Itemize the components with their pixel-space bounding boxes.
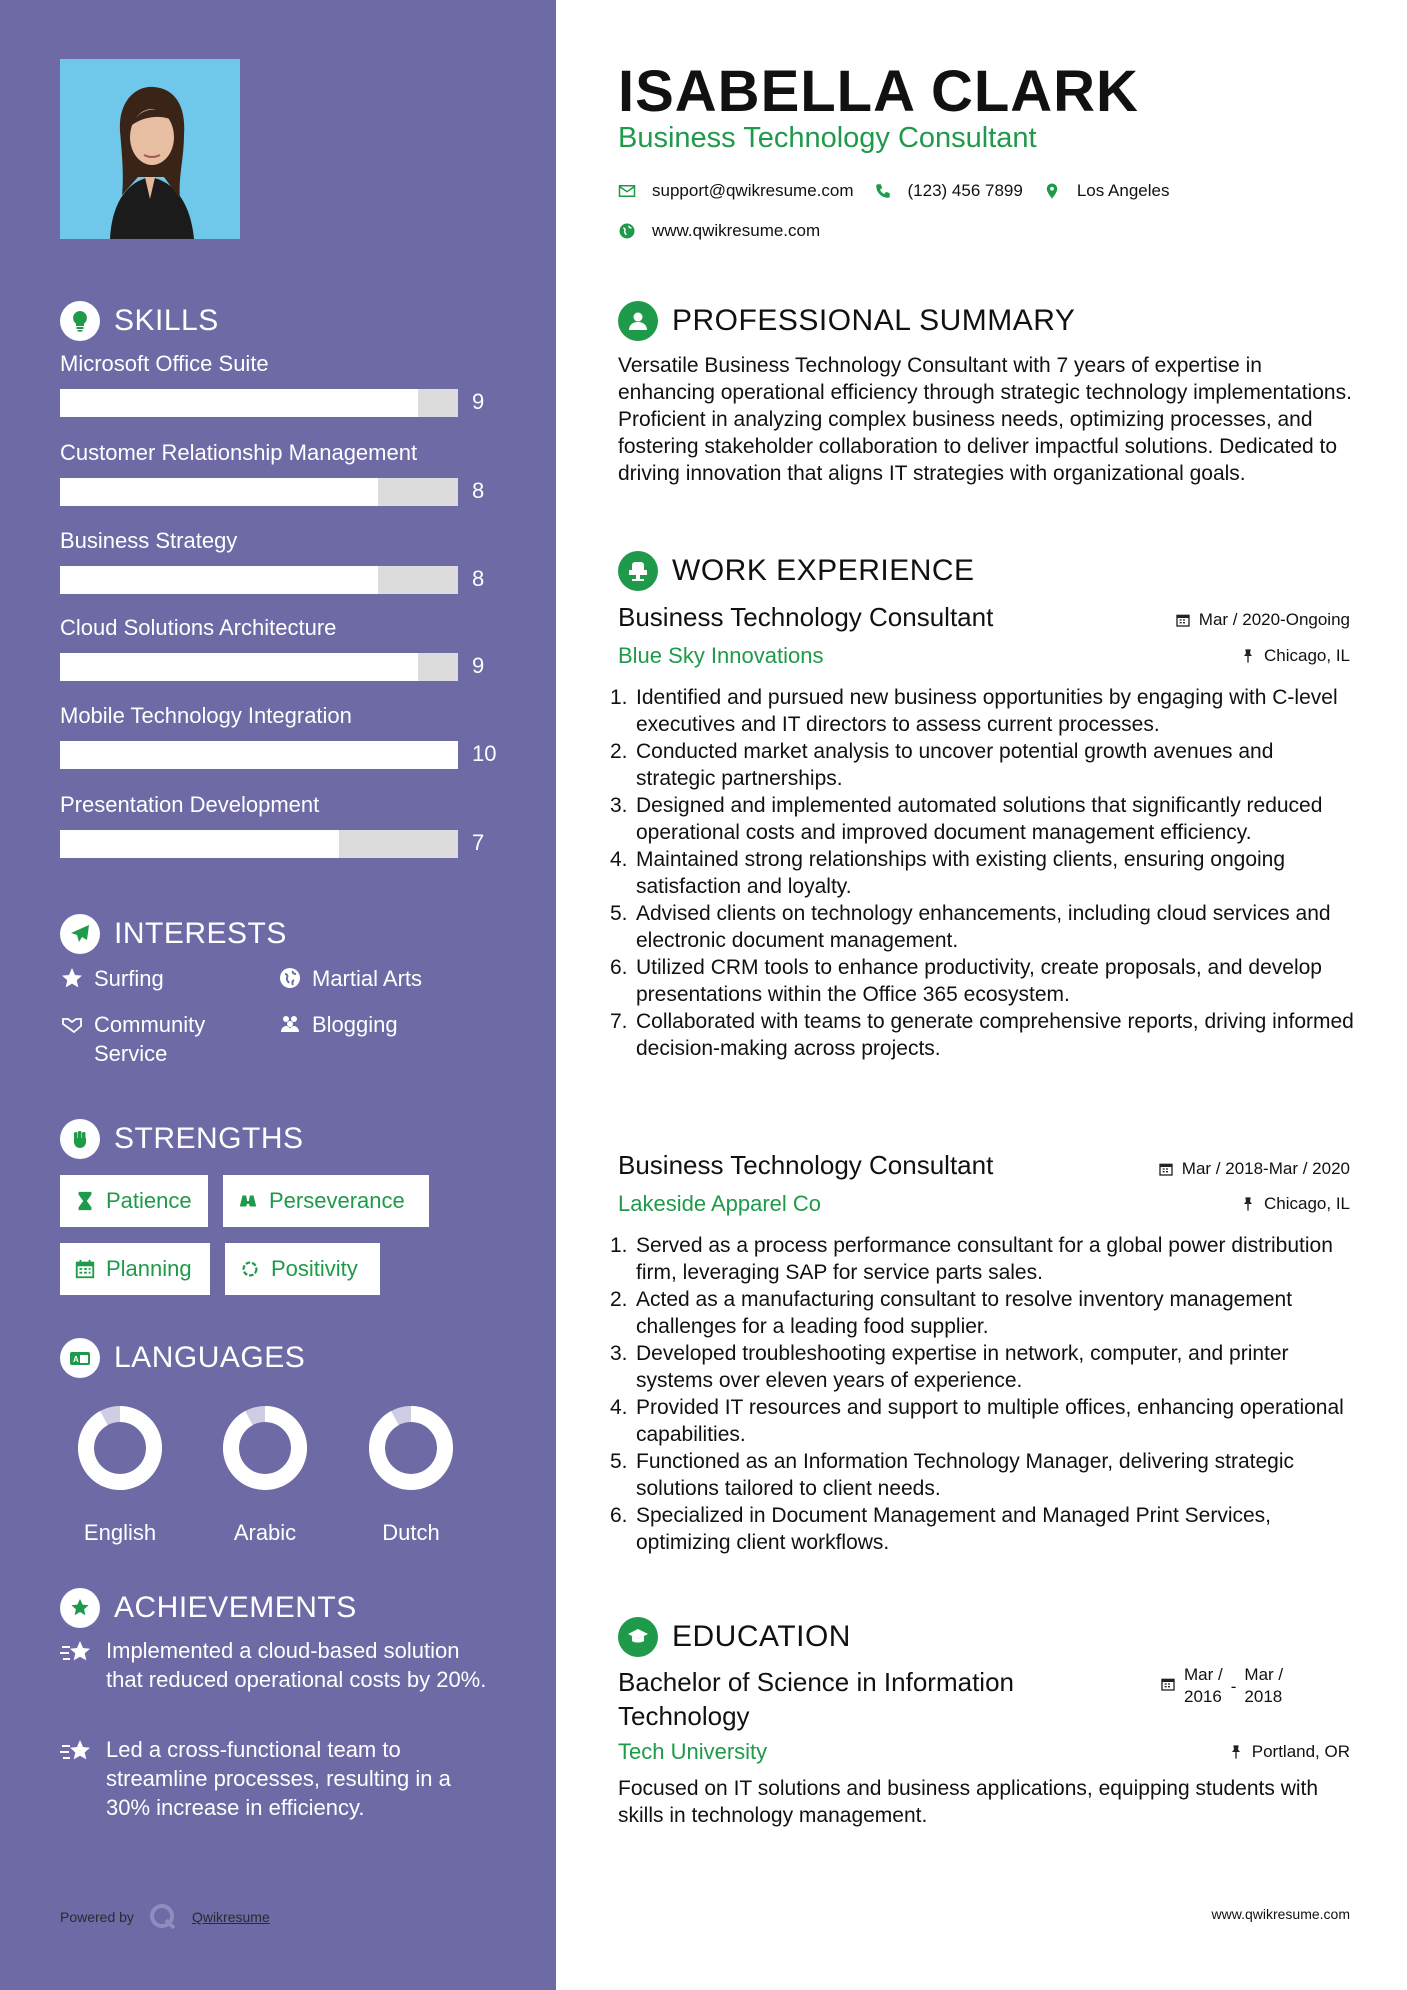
- interest-label: Community Service: [94, 1012, 206, 1066]
- handshake-icon: [60, 1012, 84, 1036]
- responsibility-text: Specialized in Document Management and Managed Print Services, optimizing client workflows.: [636, 1504, 1272, 1554]
- responsibility-item: [610, 1008, 1358, 1062]
- main-content: [556, 0, 1407, 1990]
- responsibility-item: [610, 1448, 1358, 1502]
- achievement-item: [60, 1636, 500, 1694]
- responsibility-item: [610, 846, 1358, 900]
- responsibility-item: [610, 900, 1358, 954]
- skill-value: 9: [472, 653, 485, 678]
- skill-value: 8: [472, 478, 485, 503]
- responsibility-item: [610, 1286, 1358, 1340]
- list-number: 6.: [610, 1504, 628, 1527]
- languages-title: LANGUAGES: [114, 1341, 306, 1374]
- responsibility-text: Provided IT resources and support to multiple offices, enhancing operational capabilities.: [636, 1396, 1344, 1446]
- responsibility-item: [610, 1232, 1358, 1286]
- skills-heading: [60, 301, 219, 341]
- phone-text: (123) 456 7899: [907, 181, 1023, 200]
- location-text: Los Angeles: [1076, 181, 1170, 200]
- job-dates-text: Mar / 2020-Ongoing: [1198, 610, 1350, 629]
- skill-value: 9: [472, 389, 485, 414]
- responsibility-text: Developed troubleshooting expertise in network, computer, and printer systems over eleven years of experience.: [636, 1342, 1289, 1392]
- globe-icon: [278, 966, 302, 990]
- skill-name: Mobile Technology Integration: [60, 703, 352, 728]
- language-label: English: [83, 1520, 157, 1545]
- language-item: [70, 1398, 170, 1546]
- skill-value: 7: [472, 830, 485, 855]
- list-number: 4.: [610, 1396, 628, 1419]
- map-pin-icon: [1043, 182, 1061, 200]
- languages-heading: [60, 1338, 305, 1378]
- strength-label: Perseverance: [269, 1188, 405, 1213]
- skill-name: Presentation Development: [60, 792, 320, 817]
- degree-line-2: Technology: [618, 1701, 750, 1731]
- interest-label: Blogging: [312, 1012, 398, 1037]
- education-location: [1228, 1742, 1350, 1762]
- svg-text:A: A: [73, 1355, 80, 1364]
- pushpin-icon: [1240, 1196, 1256, 1212]
- powered-by-label: Powered by: [60, 1909, 134, 1925]
- contact-location: [1043, 181, 1170, 201]
- language-level-arc: [231, 1414, 299, 1482]
- list-number: 5.: [610, 902, 628, 925]
- users-icon: [278, 1012, 302, 1036]
- skill-bar: [60, 830, 458, 858]
- skill-bar: [60, 566, 458, 594]
- responsibility-text: Functioned as an Information Technology Manager, delivering strategic solutions tailored to client needs.: [636, 1450, 1295, 1500]
- lightbulb-icon: [60, 301, 100, 341]
- responsibility-item: [610, 684, 1358, 738]
- strength-badge: [60, 1175, 208, 1227]
- responsibility-text: Acted as a manufacturing consultant to resolve inventory management challenges for a leading food supplier.: [636, 1288, 1293, 1338]
- edu-start: Mar / 2016: [1184, 1665, 1223, 1706]
- job-location: [1240, 646, 1350, 666]
- job-dates-text: Mar / 2018-Mar / 2020: [1181, 1159, 1350, 1178]
- job-dates: [1175, 610, 1350, 630]
- skills-title: SKILLS: [114, 304, 219, 337]
- skill-bar-fill: [60, 741, 458, 769]
- skill-name: Cloud Solutions Architecture: [60, 615, 337, 640]
- globe-icon: [618, 222, 636, 240]
- skill-bar-fill: [60, 478, 378, 506]
- fist-icon: [60, 1119, 100, 1159]
- contact-email[interactable]: [618, 181, 854, 201]
- skill-bar: [60, 653, 458, 681]
- interest-item: [278, 964, 422, 993]
- achievement-item: [60, 1735, 500, 1822]
- language-item: [361, 1398, 461, 1546]
- job-dates: [1158, 1159, 1350, 1179]
- language-level-arc: [377, 1414, 445, 1482]
- skill-bar-fill: [60, 389, 418, 417]
- degree-title: [618, 1665, 1014, 1733]
- skill-bar: [60, 389, 458, 417]
- list-number: 3.: [610, 794, 628, 817]
- qwikresume-link[interactable]: Qwikresume: [191, 1909, 270, 1925]
- achievement-star-icon: [60, 1737, 94, 1767]
- skill-bar-fill: [60, 566, 378, 594]
- education-dates: [1160, 1664, 1283, 1708]
- responsibility-item: [610, 1340, 1358, 1394]
- language-level-ring: [70, 1398, 170, 1498]
- calendar-icon: [74, 1258, 96, 1280]
- interests-heading: [60, 914, 287, 954]
- profile-photo: [60, 59, 240, 239]
- skill-value: 10: [472, 741, 497, 766]
- achievement-star-icon: [60, 1638, 94, 1668]
- responsibility-text: Maintained strong relationships with existing clients, ensuring ongoing satisfaction and loyalty.: [636, 848, 1286, 898]
- strength-label: Positivity: [271, 1256, 358, 1281]
- list-number: 1.: [610, 686, 628, 709]
- summary-text: Versatile Business Technology Consultant with 7 years of expertise in enhancing operational efficiency through strategic technology implementations. Proficient in analyzing complex business needs, optimizing processes, and fostering stakeholder collaboration to deliver impactful solutions. Dedicated to driving innovation that aligns IT strategies with organizational goals.: [618, 354, 1352, 485]
- interest-label: Surfing: [94, 966, 164, 991]
- responsibility-item: [610, 738, 1358, 792]
- degree-line-1: Bachelor of Science in Information: [618, 1667, 1014, 1697]
- job-responsibilities: [610, 1232, 1358, 1556]
- responsibility-item: [610, 1502, 1358, 1556]
- strength-badge: [223, 1175, 429, 1227]
- calendar-icon: [1160, 1676, 1176, 1692]
- skill-bar-fill: [60, 830, 339, 858]
- education-heading: [618, 1617, 851, 1657]
- list-number: 4.: [610, 848, 628, 871]
- paper-plane-icon: [60, 914, 100, 954]
- job-location-text: Chicago, IL: [1264, 1194, 1350, 1213]
- website-text: www.qwikresume.com: [652, 221, 821, 240]
- summary-title: PROFESSIONAL SUMMARY: [672, 304, 1076, 337]
- list-number: 6.: [610, 956, 628, 979]
- responsibility-text: Identified and pursued new business opportunities by engaging with C-level executives and IT directors to assess current processes.: [636, 686, 1338, 736]
- pushpin-icon: [1240, 648, 1256, 664]
- binoculars-icon: [237, 1190, 259, 1212]
- candidate-role: Business Technology Consultant: [618, 122, 1037, 154]
- interest-item: [60, 964, 164, 993]
- experience-heading: [618, 551, 975, 591]
- skill-bar: [60, 741, 458, 769]
- achievement-text: Implemented a cloud-based solution that reduced operational costs by 20%.: [106, 1638, 487, 1692]
- language-icon: [60, 1338, 100, 1378]
- skill-value: 8: [472, 566, 485, 591]
- star-icon: [60, 966, 84, 990]
- contact-website[interactable]: [618, 221, 820, 241]
- language-label: Dutch: [382, 1520, 440, 1545]
- strengths-heading: [60, 1119, 304, 1159]
- responsibility-text: Served as a process performance consultant for a global power distribution firm, leveraging SAP for service parts sales.: [636, 1234, 1333, 1284]
- language-item: [215, 1398, 315, 1546]
- email-text: support@qwikresume.com: [652, 181, 854, 200]
- language-level-ring: [215, 1398, 315, 1498]
- responsibility-text: Utilized CRM tools to enhance productivity, create proposals, and develop presentations within the Office 365 ecosystem.: [636, 956, 1322, 1006]
- graduate-icon: [618, 1617, 658, 1657]
- education-title: EDUCATION: [672, 1620, 851, 1653]
- contact-row: [618, 181, 1189, 201]
- achievements-title: ACHIEVEMENTS: [114, 1591, 357, 1624]
- powered-by: [60, 1902, 270, 1932]
- language-label: Arabic: [233, 1520, 297, 1545]
- responsibility-text: Advised clients on technology enhancements, including cloud services and electronic document management.: [636, 902, 1331, 952]
- education-description: Focused on IT solutions and business applications, equipping students with skills in technology management.: [618, 1777, 1319, 1827]
- job-title: Business Technology Consultant: [618, 1150, 994, 1180]
- achievement-text: Led a cross-functional team to streamline processes, resulting in a 30% increase in efficiency.: [106, 1737, 451, 1820]
- language-level-ring: [361, 1398, 461, 1498]
- list-number: 1.: [610, 1234, 628, 1257]
- responsibility-item: [610, 792, 1358, 846]
- interest-item: [60, 1010, 230, 1068]
- achievements-heading: [60, 1588, 357, 1628]
- sidebar: [0, 0, 556, 1990]
- list-number: 2.: [610, 740, 628, 763]
- responsibility-item: [610, 954, 1358, 1008]
- interests-title: INTERESTS: [114, 917, 287, 950]
- skill-bar-fill: [60, 653, 418, 681]
- job-company: Blue Sky Innovations: [618, 643, 824, 668]
- sun-icon: [239, 1258, 261, 1280]
- strengths-title: STRENGTHS: [114, 1122, 304, 1155]
- qwikresume-logo-icon: [148, 1902, 178, 1932]
- date-separator: -: [1230, 1677, 1237, 1696]
- skill-bar: [60, 478, 458, 506]
- briefcase-chair-icon: [618, 551, 658, 591]
- list-number: 5.: [610, 1450, 628, 1473]
- interest-item: [278, 1010, 398, 1039]
- award-star-icon: [60, 1588, 100, 1628]
- job-company: Lakeside Apparel Co: [618, 1191, 822, 1216]
- responsibility-item: [610, 1394, 1358, 1448]
- list-number: 3.: [610, 1342, 628, 1365]
- skill-name: Business Strategy: [60, 528, 238, 553]
- responsibility-text: Designed and implemented automated solutions that significantly reduced operational costs and improved document management efficiency.: [636, 794, 1323, 844]
- calendar-icon: [1175, 612, 1191, 628]
- footer-url[interactable]: www.qwikresume.com: [1211, 1906, 1350, 1922]
- strength-badge: [225, 1243, 380, 1295]
- website-row: [618, 221, 840, 241]
- job-location-text: Chicago, IL: [1264, 646, 1350, 665]
- strength-label: Patience: [106, 1188, 192, 1213]
- skill-name: Customer Relationship Management: [60, 440, 418, 465]
- responsibility-text: Collaborated with teams to generate comprehensive reports, driving informed decision-making across projects.: [636, 1010, 1354, 1060]
- user-icon: [618, 301, 658, 341]
- education-location-text: Portland, OR: [1251, 1742, 1350, 1761]
- envelope-icon: [618, 182, 636, 200]
- interest-label: Martial Arts: [312, 966, 423, 991]
- language-level-arc: [86, 1414, 154, 1482]
- job-title: Business Technology Consultant: [618, 602, 994, 632]
- job-responsibilities: [610, 684, 1358, 1062]
- calendar-icon: [1158, 1161, 1174, 1177]
- list-number: 7.: [610, 1010, 628, 1033]
- list-number: 2.: [610, 1288, 628, 1311]
- strength-badge: [60, 1243, 210, 1295]
- school-name: Tech University: [618, 1739, 768, 1764]
- summary-heading: [618, 301, 1075, 341]
- strength-label: Planning: [106, 1256, 192, 1281]
- responsibility-text: Conducted market analysis to uncover potential growth avenues and strategic partnerships.: [636, 740, 1274, 790]
- skill-name: Microsoft Office Suite: [60, 351, 269, 376]
- phone-icon: [874, 182, 892, 200]
- experience-title: WORK EXPERIENCE: [672, 554, 975, 587]
- edu-end: Mar / 2018: [1244, 1665, 1284, 1706]
- pushpin-icon: [1228, 1744, 1244, 1760]
- job-location: [1240, 1194, 1350, 1214]
- hourglass-icon: [74, 1190, 96, 1212]
- contact-phone[interactable]: [874, 181, 1023, 201]
- candidate-name: ISABELLA CLARK: [618, 59, 1139, 124]
